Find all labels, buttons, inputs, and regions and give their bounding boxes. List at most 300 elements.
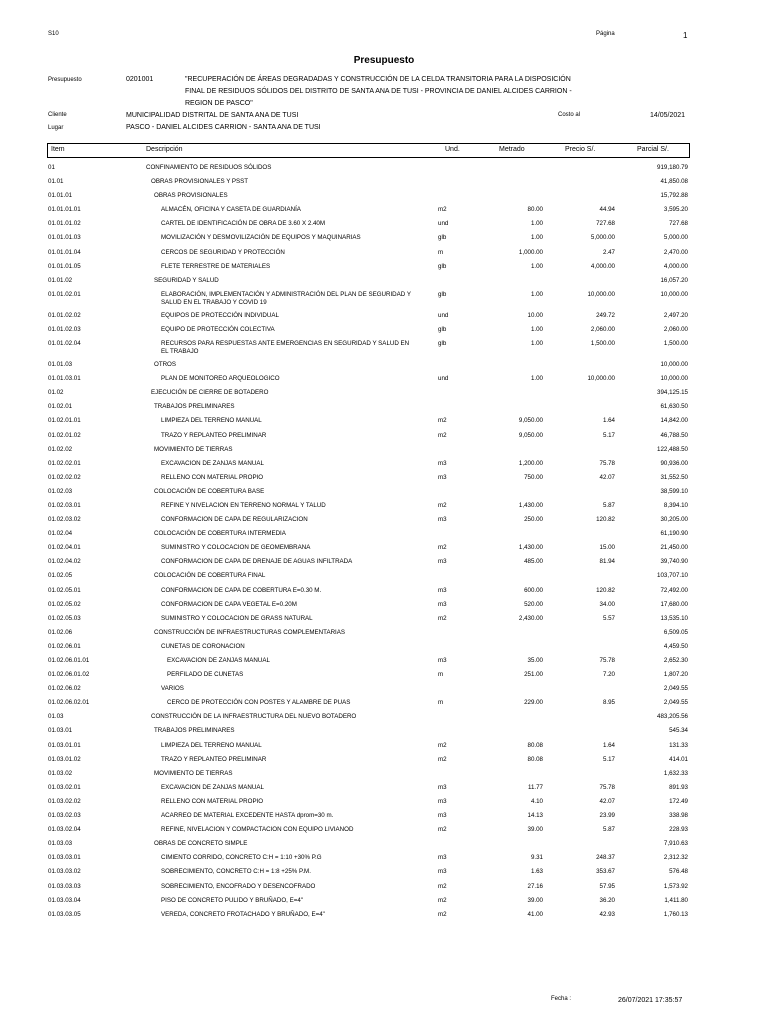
row-description: EXCAVACION DE ZANJAS MANUAL	[161, 783, 264, 791]
row-parcial: 10,000.00	[660, 375, 688, 383]
table-row	[0, 712, 768, 726]
row-precio: 1.64	[602, 417, 615, 425]
row-description: PISO DE CONCRETO PULIDO Y BRUÑADO, E=4"	[161, 896, 303, 904]
table-row	[0, 642, 768, 656]
row-item-code: 01.02.01	[48, 403, 73, 411]
row-parcial: 338.98	[669, 812, 688, 820]
row-description: MOVIMIENTO DE TIERRAS	[154, 445, 233, 453]
table-row	[0, 726, 768, 740]
row-parcial: 31,552.50	[660, 473, 688, 481]
col-parcial: Parcial S/.	[637, 146, 669, 153]
row-parcial: 131.33	[669, 741, 688, 749]
budget-table-body	[0, 163, 768, 924]
row-parcial: 2,312.32	[663, 854, 688, 862]
row-description: RECURSOS PARA RESPUESTAS ANTE EMERGENCIAS EN SEGURIDAD Y SALUD EN EL TRABAJO	[161, 340, 410, 356]
row-parcial: 16,057.20	[660, 276, 688, 284]
row-parcial: 1,411.80	[664, 896, 688, 904]
row-metrado: 1.00	[530, 325, 543, 333]
row-description: TRAZO Y REPLANTEO PRELIMINAR	[161, 431, 267, 439]
cliente-value: MUNICIPALIDAD DISTRITAL DE SANTA ANA DE TUSI	[126, 112, 299, 119]
row-item-code: 01.03.01.01	[48, 741, 81, 749]
table-row	[0, 487, 768, 501]
row-unit: m3	[438, 783, 447, 791]
row-unit: m2	[438, 826, 447, 834]
col-precio: Precio S/.	[565, 146, 596, 153]
row-metrado: 80.00	[527, 206, 543, 214]
fecha-value: 26/07/2021 17:35:57	[618, 997, 683, 1004]
row-precio: 42.07	[599, 473, 615, 481]
row-item-code: 01.03.02.01	[48, 783, 81, 791]
row-description: SEGURIDAD Y SALUD	[154, 276, 219, 284]
row-item-code: 01.02.05.03	[48, 614, 81, 622]
row-description: REFINE, NIVELACION Y COMPACTACION CON EQUIPO LIVIANOD	[161, 826, 354, 834]
row-unit: glb	[438, 262, 447, 270]
row-precio: 5.17	[602, 431, 615, 439]
row-item-code: 01.01.02	[48, 276, 73, 284]
row-description: SUMINISTRO Y COLOCACION DE GEOMEMBRANA	[161, 544, 311, 552]
row-description: ALMACÉN, OFICINA Y CASETA DE GUARDIANÍA	[161, 206, 301, 214]
row-precio: 1,500.00	[590, 340, 615, 348]
row-item-code: 01.01.03.01	[48, 375, 81, 383]
row-parcial: 90,936.00	[660, 459, 688, 467]
row-item-code: 01.02.06.02	[48, 685, 81, 693]
row-unit: glb	[438, 325, 447, 333]
row-description: CARTEL DE IDENTIFICACIÓN DE OBRA DE 3.60 X 2.40M	[161, 220, 326, 228]
row-unit: glb	[438, 340, 447, 348]
row-item-code: 01.03.03.01	[48, 854, 81, 862]
table-row	[0, 473, 768, 487]
row-unit: m2	[438, 417, 447, 425]
row-item-code: 01.01.02.01	[48, 290, 81, 298]
row-unit: m2	[438, 544, 447, 552]
table-row	[0, 741, 768, 755]
row-metrado: 250.00	[524, 516, 543, 524]
row-item-code: 01.01	[48, 178, 64, 186]
row-metrado: 750.00	[524, 473, 543, 481]
row-unit: m	[438, 248, 444, 256]
row-precio: 15.00	[599, 544, 615, 552]
table-row	[0, 290, 768, 311]
table-row	[0, 205, 768, 219]
row-precio: 10,000.00	[587, 375, 615, 383]
row-item-code: 01.01.01.03	[48, 234, 81, 242]
row-parcial: 122,488.50	[657, 445, 688, 453]
row-description: RELLENO CON MATERIAL PROPIO	[161, 797, 264, 805]
row-parcial: 72,492.00	[660, 586, 688, 594]
row-metrado: 1.63	[530, 868, 543, 876]
row-description: CONFORMACION DE CAPA DE REGULARIZACION	[161, 516, 308, 524]
row-parcial: 46,788.50	[660, 431, 688, 439]
table-row	[0, 311, 768, 325]
row-item-code: 01.03.02.02	[48, 797, 81, 805]
table-row	[0, 501, 768, 515]
row-item-code: 01.02.06.01	[48, 642, 81, 650]
row-item-code: 01.01.01.04	[48, 248, 81, 256]
row-parcial: 545.34	[669, 727, 688, 735]
row-description: PERFILADO DE CUNETAS	[167, 671, 244, 679]
row-parcial: 228.93	[669, 826, 688, 834]
row-unit: m3	[438, 657, 447, 664]
row-item-code: 01.02.05.01	[48, 586, 81, 594]
row-metrado: 9.31	[530, 854, 543, 862]
row-unit: m2	[438, 206, 447, 214]
table-row	[0, 600, 768, 614]
costo-date: 14/05/2021	[650, 112, 686, 119]
row-description: ELABORACIÓN, IMPLEMENTACIÓN Y ADMINISTRACIÓN DEL PLAN DE SEGURIDAD Y SALUD EN EL TRABAJO Y COVID 19	[161, 290, 411, 306]
row-metrado: 1.00	[530, 234, 543, 242]
row-parcial: 414.01	[669, 755, 688, 763]
row-unit: und	[438, 311, 449, 319]
row-unit: m3	[438, 797, 447, 805]
costo-label: Costo al	[558, 112, 581, 118]
row-metrado: 1.00	[530, 340, 543, 348]
table-row	[0, 402, 768, 416]
row-parcial: 1,760.13	[663, 910, 688, 918]
row-description: LIMPIEZA DEL TERRENO MANUAL	[161, 417, 262, 425]
row-parcial: 891.93	[669, 783, 688, 791]
row-item-code: 01.03.01.02	[48, 755, 81, 763]
table-row	[0, 670, 768, 684]
row-item-code: 01.01.03	[48, 361, 73, 369]
col-metrado: Metrado	[499, 146, 525, 153]
row-precio: 75.78	[599, 657, 615, 664]
row-unit: m3	[438, 586, 447, 594]
row-description: CONSTRUCCIÓN DE INFRAESTRUCTURAS COMPLEMENTARIAS	[154, 628, 346, 636]
row-parcial: 2,060.00	[663, 325, 688, 333]
row-description: COLOCACIÓN DE COBERTURA BASE	[154, 487, 265, 495]
table-row	[0, 557, 768, 571]
row-item-code: 01.03.02.04	[48, 826, 81, 834]
row-item-code: 01.02.06.02.01	[48, 699, 90, 707]
row-description: EJECUCIÓN DE CIERRE DE BOTADERO	[151, 389, 269, 397]
row-description: EXCAVACION DE ZANJAS MANUAL	[161, 459, 264, 467]
row-metrado: 80.08	[527, 741, 543, 749]
row-metrado: 14.13	[527, 812, 543, 820]
row-item-code: 01.03.03.02	[48, 868, 81, 876]
row-unit: m3	[438, 600, 447, 608]
row-parcial: 21,450.00	[660, 544, 688, 552]
row-item-code: 01.03.03.04	[48, 896, 81, 904]
row-description: REFINE Y NIVELACION EN TERRENO NORMAL Y TALUD	[161, 501, 326, 509]
row-item-code: 01.02.02.02	[48, 473, 81, 481]
table-row	[0, 177, 768, 191]
row-parcial: 2,049.55	[663, 699, 688, 707]
table-row	[0, 276, 768, 290]
row-precio: 44.94	[599, 206, 615, 214]
row-description: VEREDA, CONCRETO FROTACHADO Y BRUÑADO, E=4"	[161, 910, 325, 918]
row-description: EXCAVACION DE ZANJAS MANUAL	[167, 657, 270, 664]
row-precio: 81.94	[599, 558, 615, 566]
row-precio: 36.20	[599, 896, 615, 904]
row-parcial: 13,535.10	[660, 614, 688, 622]
software-label: S10	[48, 31, 59, 37]
table-row	[0, 797, 768, 811]
table-row	[0, 529, 768, 543]
table-row	[0, 543, 768, 557]
row-metrado: 229.00	[524, 699, 543, 707]
row-description: RELLENO CON MATERIAL PROPIO	[161, 473, 264, 481]
row-item-code: 01.02.04.02	[48, 558, 81, 566]
row-item-code: 01.01.01	[48, 192, 73, 200]
row-unit: m	[438, 699, 444, 707]
row-precio: 10,000.00	[587, 290, 615, 298]
row-metrado: 1,430.00	[518, 544, 543, 552]
table-row	[0, 656, 768, 670]
row-metrado: 1,200.00	[518, 459, 543, 467]
row-item-code: 01.03.02	[48, 769, 73, 777]
table-row	[0, 360, 768, 374]
table-row	[0, 374, 768, 388]
row-item-code: 01	[48, 164, 55, 171]
table-row	[0, 867, 768, 881]
row-metrado: 2,430.00	[518, 614, 543, 622]
row-item-code: 01.02.01.02	[48, 431, 81, 439]
row-metrado: 1,000.00	[518, 248, 543, 256]
row-description: CONFINAMIENTO DE RESIDUOS SÓLIDOS	[146, 164, 272, 171]
row-unit: m3	[438, 459, 447, 467]
row-description: SOBRECIMIENTO, ENCOFRADO Y DESENCOFRADO	[161, 882, 316, 890]
row-item-code: 01.03.02.03	[48, 812, 81, 820]
row-description: CIMIENTO CORRIDO, CONCRETO C:H = 1:10 +30% P.G	[161, 854, 322, 862]
row-precio: 42.93	[599, 910, 615, 918]
row-parcial: 4,000.00	[663, 262, 688, 270]
table-row	[0, 755, 768, 769]
table-row	[0, 896, 768, 910]
row-metrado: 1.00	[530, 375, 543, 383]
row-description: CONFORMACION DE CAPA DE DRENAJE DE AGUAS INFILTRADA	[161, 558, 353, 566]
row-parcial: 14,842.00	[660, 417, 688, 425]
row-parcial: 3,595.20	[663, 206, 688, 214]
row-metrado: 1.00	[530, 290, 543, 298]
table-row	[0, 586, 768, 600]
row-metrado: 1,430.00	[518, 501, 543, 509]
page-number: 1	[683, 31, 688, 40]
row-parcial: 103,707.10	[657, 572, 688, 580]
row-parcial: 5,000.00	[663, 234, 688, 242]
table-row	[0, 325, 768, 339]
lugar-label: Lugar	[48, 125, 64, 131]
row-description: SUMINISTRO Y COLOCACION DE GRASS NATURAL	[161, 614, 313, 622]
row-unit: m3	[438, 473, 447, 481]
row-metrado: 11.77	[527, 783, 543, 791]
row-precio: 5.17	[602, 755, 615, 763]
row-parcial: 2,497.20	[663, 311, 688, 319]
table-row	[0, 853, 768, 867]
row-unit: und	[438, 220, 449, 228]
row-item-code: 01.02.04	[48, 530, 73, 538]
row-parcial: 727.68	[669, 220, 688, 228]
table-row	[0, 571, 768, 585]
table-row	[0, 910, 768, 924]
row-item-code: 01.01.01.05	[48, 262, 81, 270]
row-metrado: 1.00	[530, 220, 543, 228]
row-item-code: 01.02.06.01.02	[48, 671, 90, 679]
table-row	[0, 262, 768, 276]
row-metrado: 600.00	[524, 586, 543, 594]
row-unit: m2	[438, 896, 447, 904]
row-metrado: 520.00	[524, 600, 543, 608]
row-precio: 5,000.00	[590, 234, 615, 242]
row-parcial: 7,910.63	[663, 840, 688, 848]
row-item-code: 01.02.05.02	[48, 600, 81, 608]
row-metrado: 41.00	[527, 910, 543, 918]
row-precio: 5.87	[602, 826, 615, 834]
row-precio: 727.68	[596, 220, 615, 228]
row-item-code: 01.01.02.04	[48, 340, 81, 348]
row-description: CONFORMACION DE CAPA VEGETAL E=0.20M	[161, 600, 297, 608]
row-description: CUNETAS DE CORONACION	[161, 642, 245, 650]
col-item: Item	[51, 146, 65, 153]
row-item-code: 01.02	[48, 389, 64, 397]
row-unit: m3	[438, 558, 447, 566]
presupuesto-desc-1: "RECUPERACIÓN DE ÁREAS DEGRADADAS Y CONSTRUCCIÓN DE LA CELDA TRANSITORIA PARA LA DISPOSICIÓN	[185, 76, 571, 83]
table-row	[0, 459, 768, 473]
row-item-code: 01.03	[48, 713, 64, 721]
row-precio: 249.72	[596, 311, 615, 319]
row-description: EQUIPO DE PROTECCIÓN COLECTIVA	[161, 325, 275, 333]
row-description: COLOCACIÓN DE COBERTURA FINAL	[154, 572, 266, 580]
row-unit: m2	[438, 614, 447, 622]
row-parcial: 38,599.10	[660, 487, 688, 495]
row-item-code: 01.02.03.02	[48, 516, 81, 524]
row-description: COLOCACIÓN DE COBERTURA INTERMEDIA	[154, 530, 286, 538]
row-parcial: 394,125.15	[657, 389, 688, 397]
presupuesto-desc-2: FINAL DE RESIDUOS SÓLIDOS DEL DISTRITO DE SANTA ANA DE TUSI - PROVINCIA DE DANIEL ALCIDES CARRION -	[185, 88, 572, 95]
row-item-code: 01.01.01.02	[48, 220, 81, 228]
table-row	[0, 839, 768, 853]
row-item-code: 01.01.02.03	[48, 325, 81, 333]
row-unit: und	[438, 375, 449, 383]
row-item-code: 01.03.03.05	[48, 910, 81, 918]
row-parcial: 2,470.00	[663, 248, 688, 256]
row-parcial: 919,180.79	[657, 164, 688, 171]
row-parcial: 17,680.00	[660, 600, 688, 608]
presupuesto-code: 0201001	[126, 76, 154, 83]
row-description: OTROS	[154, 361, 177, 369]
row-metrado: 1.00	[530, 262, 543, 270]
table-row	[0, 163, 768, 177]
table-header	[47, 143, 690, 158]
table-row	[0, 614, 768, 628]
row-parcial: 1,500.00	[663, 340, 688, 348]
table-row	[0, 684, 768, 698]
row-metrado: 39.00	[527, 826, 543, 834]
row-metrado: 35.00	[527, 657, 543, 664]
row-item-code: 01.02.03	[48, 487, 73, 495]
row-precio: 1.64	[602, 741, 615, 749]
row-description: VARIOS	[161, 685, 184, 693]
row-metrado: 9,050.00	[518, 431, 543, 439]
row-unit: m3	[438, 812, 447, 820]
row-metrado: 251.00	[524, 671, 543, 679]
row-description: CONSTRUCCIÓN DE LA INFRAESTRUCTURA DEL NUEVO BOTADERO	[151, 713, 357, 721]
table-row	[0, 339, 768, 360]
row-precio: 42.07	[599, 797, 615, 805]
row-parcial: 10,000.00	[660, 361, 688, 369]
row-item-code: 01.02.02.01	[48, 459, 81, 467]
row-parcial: 172.49	[669, 797, 688, 805]
table-row	[0, 388, 768, 402]
row-unit: m3	[438, 868, 447, 876]
row-item-code: 01.02.01.01	[48, 417, 81, 425]
row-metrado: 9,050.00	[518, 417, 543, 425]
row-description: CERCOS DE SEGURIDAD Y PROTECCIÓN	[161, 248, 285, 256]
row-precio: 75.78	[599, 783, 615, 791]
table-row	[0, 769, 768, 783]
table-row	[0, 882, 768, 896]
row-description: SOBRECIMIENTO, CONCRETO C:H = 1:8 +25% P.M.	[161, 868, 311, 876]
table-row	[0, 416, 768, 430]
row-item-code: 01.02.04.01	[48, 544, 81, 552]
row-description: CONFORMACION DE CAPA DE COBERTURA E=0.30 M.	[161, 586, 322, 594]
row-item-code: 01.02.06.01.01	[48, 657, 90, 664]
row-parcial: 2,652.30	[663, 657, 688, 664]
table-row	[0, 628, 768, 642]
table-row	[0, 811, 768, 825]
row-metrado: 4.10	[530, 797, 543, 805]
row-item-code: 01.01.01.01	[48, 206, 81, 214]
presupuesto-label: Presupuesto	[48, 77, 82, 83]
table-row	[0, 248, 768, 262]
row-unit: m2	[438, 882, 447, 890]
row-precio: 23.99	[599, 812, 615, 820]
table-row	[0, 698, 768, 712]
row-description: MOVILIZACIÓN Y DESMOVILIZACIÓN DE EQUIPOS Y MAQUINARIAS	[161, 234, 361, 242]
row-item-code: 01.03.03	[48, 840, 73, 848]
row-unit: m3	[438, 854, 447, 862]
table-row	[0, 515, 768, 529]
row-unit: m2	[438, 741, 447, 749]
row-parcial: 15,792.88	[660, 192, 688, 200]
row-description: OBRAS PROVISIONALES Y PSST	[151, 178, 249, 186]
table-row	[0, 445, 768, 459]
lugar-value: PASCO - DANIEL ALCIDES CARRION - SANTA ANA DE TUSI	[126, 124, 321, 131]
row-precio: 353.67	[596, 868, 615, 876]
row-metrado: 80.08	[527, 755, 543, 763]
presupuesto-desc-3: REGION DE PASCO"	[185, 100, 253, 107]
row-item-code: 01.02.06	[48, 628, 73, 636]
row-precio: 248.37	[596, 854, 615, 862]
row-metrado: 39.00	[527, 896, 543, 904]
row-precio: 5.57	[602, 614, 615, 622]
row-parcial: 6,509.05	[663, 628, 688, 636]
row-parcial: 10,000.00	[660, 290, 688, 298]
row-item-code: 01.03.01	[48, 727, 73, 735]
row-description: MOVIMIENTO DE TIERRAS	[154, 769, 233, 777]
row-item-code: 01.03.03.03	[48, 882, 81, 890]
row-description: ACARREO DE MATERIAL EXCEDENTE HASTA dprom=30 m.	[161, 812, 334, 820]
row-precio: 8.95	[602, 699, 615, 707]
row-description: TRABAJOS PRELIMINARES	[154, 403, 235, 411]
row-precio: 2.47	[602, 248, 615, 256]
table-row	[0, 783, 768, 797]
row-parcial: 1,632.33	[663, 769, 688, 777]
row-metrado: 485.00	[524, 558, 543, 566]
row-unit: m3	[438, 516, 447, 524]
row-description: TRABAJOS PRELIMINARES	[154, 727, 235, 735]
row-description: TRAZO Y REPLANTEO PRELIMINAR	[161, 755, 267, 763]
row-unit: m2	[438, 501, 447, 509]
row-precio: 75.78	[599, 459, 615, 467]
row-parcial: 61,630.50	[660, 403, 688, 411]
row-parcial: 41,850.08	[660, 178, 688, 186]
row-description: PLAN DE MONITOREO ARQUEOLOGICO	[161, 375, 280, 383]
table-row	[0, 219, 768, 233]
row-precio: 2,060.00	[590, 325, 615, 333]
page-label: Página	[596, 31, 615, 37]
row-unit: m2	[438, 431, 447, 439]
table-row	[0, 825, 768, 839]
